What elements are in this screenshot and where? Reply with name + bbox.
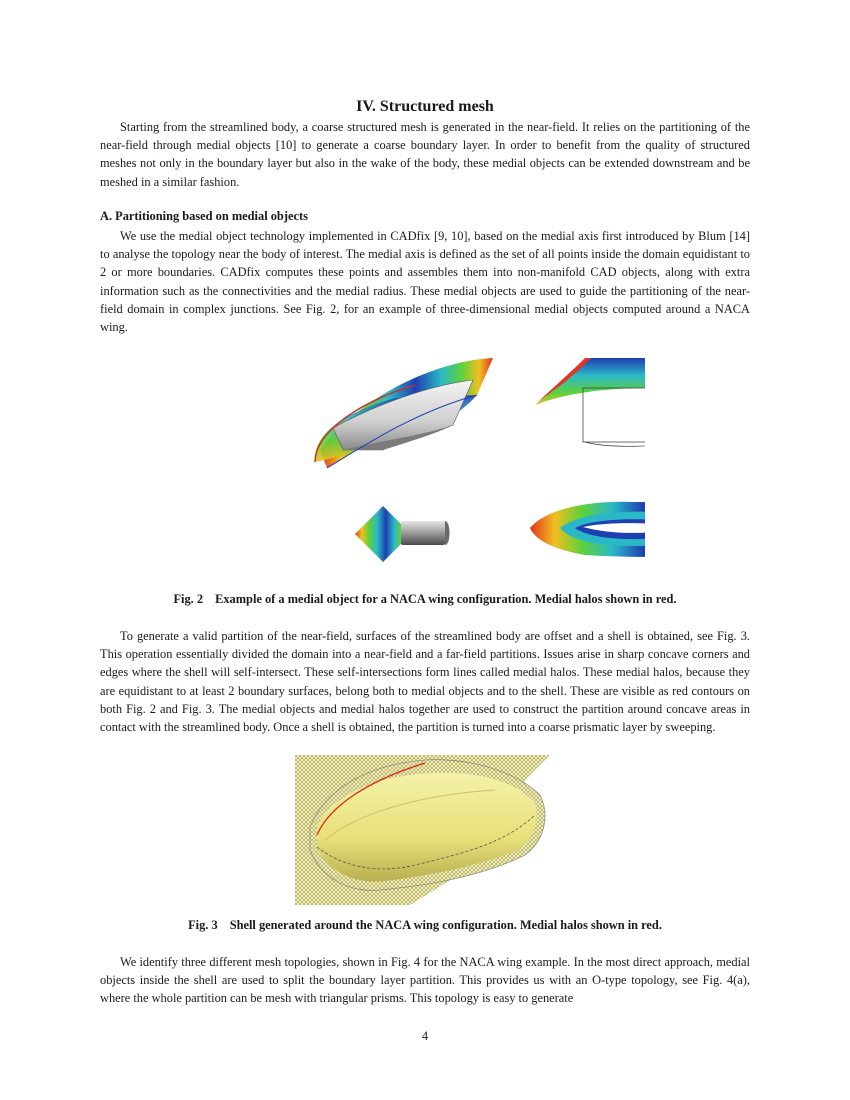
figure-3-label: Fig. 3 [188,918,218,932]
figure-3-caption [100,918,750,933]
figure-2-caption [100,592,750,607]
medial-side-view [355,506,450,562]
figure-3-caption-text: Shell generated around the NACA wing configuration. Medial halos shown in red. [229,918,662,932]
medial-perspective-view [315,358,493,468]
medial-top-view [530,502,645,557]
figure-2-label: Fig. 2 [173,592,204,606]
figure-3-image [295,755,555,905]
partition-paragraph: To generate a valid partition of the near-field, surfaces of the streamlined body are offset and a shell is obtained, see Fig. 3. This operation essentially divided the domain into a near-field and a far-field partitions. Issues arise in sharp concave corners and edges where the shell will self-intersect. These self-intersections form lines called medial halos. These medial halos, because they are equidistant to at least 2 boundary surfaces, belong both to medial objects and to the shell. These are visible as red contours on both Fig. 2 and Fig. 3. The medial objects and medial halos together are used to construct the partition around concave areas in contact with the streamlined body. Once a shell is obtained, the partition is turned into a coarse prismatic layer by sweeping. [100,629,750,735]
section-title: IV. Structured mesh [356,98,494,115]
subsection-title: A. Partitioning based on medial objects [100,209,308,223]
medial-paragraph: We use the medial object technology implemented in CADfix [9, 10], based on the medial axis first introduced by Blum [14] to analyse the topology near the body of interest. The medial axis is defined as the set of all points inside the domain equidistant to 2 or more boundaries. CADfix computes these points and assembles them into non-manifold CAD objects, along with extra information such as the connectivities and the medial radius. These medial objects are used to guide the partitioning of the near-field domain in complex junctions. See Fig. 2, for an example of three-dimensional medial objects computed around a NACA wing. [100,229,750,335]
figure-2-image [215,350,645,575]
topologies-paragraph: We identify three different mesh topologies, shown in Fig. 4 for the NACA wing example. In the most direct approach, medial objects inside the shell are used to split the boundary layer partition. This provides us with an O-type topology, see Fig. 4(a), where the whole partition can be mesh with triangular prisms. This topology is easy to generate [100,955,750,1006]
page-number: 4 [421,1029,429,1043]
intro-paragraph: Starting from the streamlined body, a coarse structured mesh is generated in the near-field. It relies on the partitioning of the near-field through medial objects [10] to generate a coarse boundary layer. In order to benefit from the quality of structured meshes not only in the boundary layer but also in the wake of the body, these medial objects can be extended downstream and be meshed in a similar fashion. [100,120,750,189]
medial-front-view [535,358,645,446]
figure-2-caption-text: Example of a medial object for a NACA wing configuration. Medial halos shown in red. [215,592,677,606]
